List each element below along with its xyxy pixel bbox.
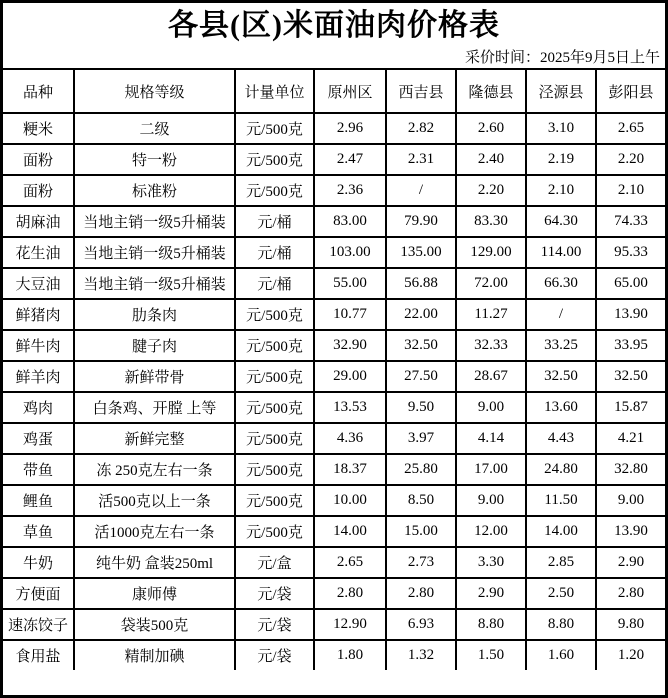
table-cell: 2.20 — [596, 144, 665, 175]
table-cell: 12.90 — [314, 609, 386, 640]
table-cell: 2.85 — [526, 547, 596, 578]
table-row — [3, 113, 665, 144]
table-cell: 精制加碘 — [74, 640, 235, 670]
table-cell: 鲤鱼 — [3, 485, 74, 516]
table-cell: 2.20 — [456, 175, 526, 206]
table-cell: 32.50 — [386, 330, 456, 361]
table-cell: 鸡肉 — [3, 392, 74, 423]
table-cell: 32.90 — [314, 330, 386, 361]
table-row — [3, 516, 665, 547]
table-cell: 花生油 — [3, 237, 74, 268]
table-cell: 33.25 — [526, 330, 596, 361]
column-header: 计量单位 — [235, 69, 314, 113]
table-cell: 66.30 — [526, 268, 596, 299]
table-cell: 当地主销一级5升桶装 — [74, 237, 235, 268]
table-cell: 8.50 — [386, 485, 456, 516]
table-cell: 元/500克 — [235, 392, 314, 423]
table-cell: 2.60 — [456, 113, 526, 144]
table-cell: 元/500克 — [235, 144, 314, 175]
table-cell: 元/桶 — [235, 237, 314, 268]
table-cell: 10.00 — [314, 485, 386, 516]
table-cell: 活1000克左右一条 — [74, 516, 235, 547]
table-cell: 1.20 — [596, 640, 665, 670]
table-cell: 15.87 — [596, 392, 665, 423]
table-cell: 13.90 — [596, 299, 665, 330]
table-cell: 1.80 — [314, 640, 386, 670]
price-date: 采价时间：2025年9月5日上午 — [464, 50, 660, 66]
table-cell: 3.97 — [386, 423, 456, 454]
table-cell: 草鱼 — [3, 516, 74, 547]
table-cell: 11.50 — [526, 485, 596, 516]
table-cell: 新鲜完整 — [74, 423, 235, 454]
table-row — [3, 175, 665, 206]
table-cell: 当地主销一级5升桶装 — [74, 206, 235, 237]
table-cell: 129.00 — [456, 237, 526, 268]
table-row — [3, 547, 665, 578]
table-cell: 55.00 — [314, 268, 386, 299]
table-cell: 袋装500克 — [74, 609, 235, 640]
table-cell: 103.00 — [314, 237, 386, 268]
table-row — [3, 392, 665, 423]
table-row — [3, 578, 665, 609]
table-cell: 135.00 — [386, 237, 456, 268]
table-cell: 65.00 — [596, 268, 665, 299]
table-cell: 元/500克 — [235, 175, 314, 206]
table-cell: 4.14 — [456, 423, 526, 454]
table-cell: 4.21 — [596, 423, 665, 454]
table-cell: 4.43 — [526, 423, 596, 454]
table-cell: 元/500克 — [235, 454, 314, 485]
table-body — [3, 113, 665, 670]
table-cell: 12.00 — [456, 516, 526, 547]
table-row — [3, 609, 665, 640]
table-cell: 64.30 — [526, 206, 596, 237]
table-cell: 33.95 — [596, 330, 665, 361]
table-cell: 72.00 — [456, 268, 526, 299]
table-cell: 9.80 — [596, 609, 665, 640]
table-row — [3, 237, 665, 268]
table-cell: 2.65 — [596, 113, 665, 144]
column-header: 规格等级 — [74, 69, 235, 113]
table-cell: 标准粉 — [74, 175, 235, 206]
column-header: 西吉县 — [386, 69, 456, 113]
table-cell: 粳米 — [3, 113, 74, 144]
table-cell: 2.10 — [526, 175, 596, 206]
table-cell: 带鱼 — [3, 454, 74, 485]
table-cell: 2.40 — [456, 144, 526, 175]
table-cell: 13.53 — [314, 392, 386, 423]
table-header — [3, 69, 665, 113]
table-cell: 2.82 — [386, 113, 456, 144]
table-cell: 元/500克 — [235, 299, 314, 330]
table-cell: 2.73 — [386, 547, 456, 578]
table-cell: 13.90 — [596, 516, 665, 547]
table-cell: 二级 — [74, 113, 235, 144]
table-cell: 面粉 — [3, 144, 74, 175]
table-cell: 元/500克 — [235, 516, 314, 547]
table-cell: 速冻饺子 — [3, 609, 74, 640]
table-cell: 1.50 — [456, 640, 526, 670]
column-header: 隆德县 — [456, 69, 526, 113]
table-cell: 29.00 — [314, 361, 386, 392]
table-cell: 1.60 — [526, 640, 596, 670]
table-cell: 食用盐 — [3, 640, 74, 670]
table-cell: 24.80 — [526, 454, 596, 485]
table-cell: 10.77 — [314, 299, 386, 330]
price-table — [3, 68, 665, 670]
column-header: 原州区 — [314, 69, 386, 113]
table-cell: / — [386, 175, 456, 206]
table-cell: 鲜牛肉 — [3, 330, 74, 361]
column-header: 彭阳县 — [596, 69, 665, 113]
table-cell: 2.90 — [456, 578, 526, 609]
table-cell: 32.50 — [526, 361, 596, 392]
table-cell: 13.60 — [526, 392, 596, 423]
table-cell: 元/500克 — [235, 423, 314, 454]
table-cell: 25.80 — [386, 454, 456, 485]
table-cell: 27.50 — [386, 361, 456, 392]
table-cell: 纯牛奶 盒装250ml — [74, 547, 235, 578]
table-cell: 83.30 — [456, 206, 526, 237]
table-cell: / — [526, 299, 596, 330]
table-cell: 32.50 — [596, 361, 665, 392]
table-cell: 114.00 — [526, 237, 596, 268]
table-cell: 康师傅 — [74, 578, 235, 609]
table-cell: 2.36 — [314, 175, 386, 206]
table-cell: 元/袋 — [235, 578, 314, 609]
table-row — [3, 454, 665, 485]
table-cell: 22.00 — [386, 299, 456, 330]
table-cell: 活500克以上一条 — [74, 485, 235, 516]
table-cell: 74.33 — [596, 206, 665, 237]
table-cell: 腱子肉 — [74, 330, 235, 361]
table-cell: 83.00 — [314, 206, 386, 237]
table-cell: 元/500克 — [235, 361, 314, 392]
table-cell: 11.27 — [456, 299, 526, 330]
table-cell: 8.80 — [456, 609, 526, 640]
column-header: 泾源县 — [526, 69, 596, 113]
table-cell: 元/盒 — [235, 547, 314, 578]
table-cell: 大豆油 — [3, 268, 74, 299]
table-cell: 79.90 — [386, 206, 456, 237]
table-row — [3, 144, 665, 175]
table-cell: 新鲜带骨 — [74, 361, 235, 392]
table-cell: 方便面 — [3, 578, 74, 609]
table-cell: 9.00 — [596, 485, 665, 516]
table-cell: 3.10 — [526, 113, 596, 144]
table-cell: 2.80 — [386, 578, 456, 609]
table-cell: 元/500克 — [235, 113, 314, 144]
table-cell: 95.33 — [596, 237, 665, 268]
table-cell: 2.19 — [526, 144, 596, 175]
table-row — [3, 485, 665, 516]
table-cell: 冻 250克左右一条 — [74, 454, 235, 485]
table-cell: 2.47 — [314, 144, 386, 175]
table-cell: 2.90 — [596, 547, 665, 578]
table-cell: 元/袋 — [235, 609, 314, 640]
table-cell: 14.00 — [314, 516, 386, 547]
title-block — [3, 4, 665, 68]
table-row — [3, 268, 665, 299]
table-cell: 2.80 — [596, 578, 665, 609]
table-cell: 胡麻油 — [3, 206, 74, 237]
table-cell: 元/桶 — [235, 268, 314, 299]
table-cell: 32.33 — [456, 330, 526, 361]
table-cell: 8.80 — [526, 609, 596, 640]
table-row — [3, 423, 665, 454]
table-cell: 2.10 — [596, 175, 665, 206]
table-cell: 元/袋 — [235, 640, 314, 670]
table-row — [3, 640, 665, 670]
table-row — [3, 299, 665, 330]
table-cell: 56.88 — [386, 268, 456, 299]
page-title: 各县(区)米面油肉价格表 — [168, 9, 500, 42]
table-cell: 特一粉 — [74, 144, 235, 175]
table-cell: 牛奶 — [3, 547, 74, 578]
table-cell: 当地主销一级5升桶装 — [74, 268, 235, 299]
table-cell: 3.30 — [456, 547, 526, 578]
table-row — [3, 361, 665, 392]
table-cell: 14.00 — [526, 516, 596, 547]
table-cell: 9.50 — [386, 392, 456, 423]
table-cell: 28.67 — [456, 361, 526, 392]
table-cell: 17.00 — [456, 454, 526, 485]
table-row — [3, 206, 665, 237]
table-cell: 1.32 — [386, 640, 456, 670]
table-cell: 鸡蛋 — [3, 423, 74, 454]
table-cell: 9.00 — [456, 485, 526, 516]
table-cell: 6.93 — [386, 609, 456, 640]
table-cell: 4.36 — [314, 423, 386, 454]
table-cell: 肋条肉 — [74, 299, 235, 330]
table-cell: 面粉 — [3, 175, 74, 206]
table-cell: 元/桶 — [235, 206, 314, 237]
table-cell: 9.00 — [456, 392, 526, 423]
table-cell: 18.37 — [314, 454, 386, 485]
table-row — [3, 330, 665, 361]
header-row — [3, 69, 665, 113]
table-cell: 元/500克 — [235, 485, 314, 516]
table-cell: 2.31 — [386, 144, 456, 175]
table-cell: 元/500克 — [235, 330, 314, 361]
table-cell: 2.80 — [314, 578, 386, 609]
table-cell: 15.00 — [386, 516, 456, 547]
table-cell: 2.96 — [314, 113, 386, 144]
table-cell: 2.50 — [526, 578, 596, 609]
table-cell: 2.65 — [314, 547, 386, 578]
table-cell: 鲜猪肉 — [3, 299, 74, 330]
table-cell: 白条鸡、开膛 上等 — [74, 392, 235, 423]
table-cell: 鲜羊肉 — [3, 361, 74, 392]
column-header: 品种 — [3, 69, 74, 113]
table-cell: 32.80 — [596, 454, 665, 485]
